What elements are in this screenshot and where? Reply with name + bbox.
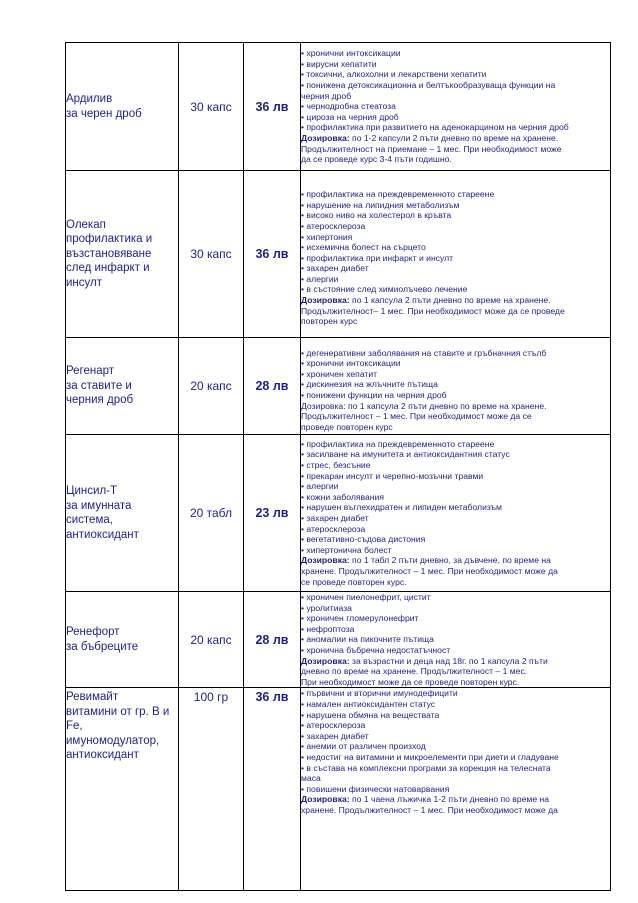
product-name-line: Ревимайт <box>66 691 119 704</box>
indication-item: • повишени физически натоварвания <box>301 783 450 794</box>
indication-item: • намален антиоксидантен статус <box>301 698 436 709</box>
indication-item: • профилактика при развитието на аденокарцином на черния дроб <box>301 122 569 133</box>
indication-item: • профилактика на преждевременното стареене <box>301 438 495 449</box>
dosage-text: по 1 капсула 2 пъти дневно по време на хранене. <box>349 295 551 306</box>
indication-item: • нефроптоза <box>301 623 355 634</box>
product-name <box>66 688 179 891</box>
product-price: 28 лв <box>244 338 301 435</box>
indication-item: • хронични интоксикации <box>301 358 401 369</box>
indication-item: • токсични, алкохолни и лекарствени хепатити <box>301 69 487 80</box>
dosage-text: по 1 табл 2 пъти дневно, за дъвчене, по време на <box>349 555 551 566</box>
product-description <box>301 688 611 891</box>
indication-item: • атеросклероза <box>301 720 366 731</box>
dosage-line <box>301 133 610 144</box>
indication-item: • хронични интоксикации <box>301 48 401 59</box>
indication-item: • алергии <box>301 481 339 492</box>
product-name-line: система, <box>66 514 113 526</box>
product-description <box>301 592 611 688</box>
dosage-line <box>301 555 610 566</box>
product-name-line: антиоксидант <box>66 749 139 762</box>
dosage-line <box>301 677 610 688</box>
product-price: 36 лв <box>244 688 301 891</box>
indication-item: • недостиг на витамини и микроелементи при диети и гладуване <box>301 751 559 762</box>
dosage-text: проведе повторен курс <box>301 421 393 432</box>
dosage-text: по 1 чаена лъжичка 1-2 пъти дневно по време на <box>349 794 550 805</box>
dosage-label: Дозировка: <box>301 555 350 566</box>
dosage-text: хранене. Продължителност – 1 мес. При необходимост може да <box>301 565 558 576</box>
indication-item: • дегенеративни заболявания на ставите и гръбначния стълб <box>301 347 547 358</box>
indication-item: • хроничен пиелонефрит, цистит <box>301 592 431 602</box>
indication-item: • захарен диабет <box>301 263 369 274</box>
indication-item: • понижени функции на черния дроб <box>301 390 447 400</box>
product-description <box>301 435 611 592</box>
product-description <box>301 338 611 435</box>
dosage-text: за възрастни и деца над 18г. по 1 капсула 2 пъти <box>349 655 548 666</box>
dosage-line <box>301 422 610 433</box>
indication-item: • захарен диабет <box>301 513 369 523</box>
product-name-line: след инфаркт и <box>66 262 150 275</box>
indication-item: • нарушена обмяна на веществата <box>301 709 440 720</box>
dosage-line <box>301 566 610 577</box>
product-quantity: 30 капс <box>179 171 244 338</box>
dosage-text: по 1-2 капсули 2 пъти дневно по време на хранене. <box>349 132 559 143</box>
dosage-line <box>301 144 610 155</box>
product-row <box>66 688 611 891</box>
indication-item: • атеросклероза <box>301 220 366 231</box>
product-row <box>66 43 611 171</box>
product-name-line: Регенарт <box>66 365 115 378</box>
product-name <box>66 338 179 435</box>
product-row <box>66 592 611 688</box>
products-table <box>65 42 611 891</box>
indication-item: • профилактика при инфаркт и инсулт <box>301 252 454 263</box>
product-quantity: 30 капс <box>179 43 244 171</box>
indication-item: • хипертонична болест <box>301 544 392 555</box>
product-name-line: черния дроб <box>66 394 134 407</box>
dosage-line <box>301 666 610 677</box>
product-price: 36 лв <box>244 43 301 171</box>
product-name-line: за черен дроб <box>66 107 142 120</box>
indication-item: • прекаран инсулт и черепно-мозъчни травми <box>301 470 484 481</box>
product-name-line: Ренефорт <box>66 626 120 639</box>
dosage-line <box>301 401 610 412</box>
dosage-line <box>301 805 610 816</box>
dosage-text: дневно по време на хранене. Продължителност – 1 мес. <box>301 666 528 677</box>
product-name-line: възстановяване <box>66 247 152 260</box>
product-name <box>66 592 179 688</box>
indication-item: • исхемична болест на сърцето <box>301 242 426 253</box>
indication-item: • атеросклероза <box>301 523 366 534</box>
product-quantity: 20 табл <box>179 435 244 592</box>
dosage-text: При необходимост може да се проведе повторен курс. <box>301 676 520 687</box>
indication-item: • профилактика на преждевременното стареене <box>301 189 495 200</box>
product-name-line: профилактика и <box>66 233 153 246</box>
dosage-line <box>301 316 610 327</box>
product-name-line: за бъбреците <box>66 640 139 653</box>
product-price: 23 лв <box>244 435 301 592</box>
indication-item: маса <box>301 773 321 784</box>
product-name-line: имуномодулатор, <box>66 734 160 747</box>
product-row <box>66 171 611 338</box>
dosage-line <box>301 656 610 667</box>
indication-item: • чернодробна стеатоза <box>301 101 396 112</box>
product-name-line: Fe, <box>66 720 83 733</box>
indication-item: • първични и вторични имунодефицити <box>301 688 458 699</box>
indication-item: • анемии от различен произход <box>301 741 426 752</box>
dosage-text: Продължителност на приемане – 1 мес. При необходимост може <box>301 143 562 154</box>
indication-item: • кожни заболявания <box>301 491 384 502</box>
product-name-line: инсулт <box>66 276 102 289</box>
dosage-line <box>301 306 610 317</box>
dosage-text: хранене. Продължителност – 1 мес. При необходимост може да <box>301 804 558 815</box>
dosage-text: Продължителност– 1 мес. При необходимост може да се проведе <box>301 305 565 316</box>
indication-item: • хроничен хепатит <box>301 368 378 379</box>
indication-item: • в състава на комплексни програми за корекция на телесната <box>301 762 551 773</box>
product-name <box>66 435 179 592</box>
product-price: 28 лв <box>244 592 301 688</box>
indication-item: • уролитиаза <box>301 602 352 613</box>
product-name <box>66 43 179 171</box>
indication-item: • дискинезия на жлъчните пътища <box>301 379 438 390</box>
indication-item: • хипертония <box>301 231 353 242</box>
product-name-line: за имунната <box>66 499 132 512</box>
product-name-line: витамини от гр. В и <box>66 705 170 718</box>
dosage-line <box>301 154 610 165</box>
indication-item: • хронична бъбречна недостатъчност <box>301 644 451 655</box>
indication-item: • хроничен гломерулонефрит <box>301 613 419 624</box>
indication-item: • високо ниво на холестерол в кръвта <box>301 210 452 221</box>
product-name-line: Ардилив <box>66 93 113 105</box>
dosage-line <box>301 577 610 588</box>
product-name-line: Цинсил-Т <box>66 485 118 497</box>
dosage-line <box>301 411 610 422</box>
product-name-line: Олекап <box>66 218 106 231</box>
indication-item: • нарушен въглехидратен и липиден метаболизъм <box>301 502 502 513</box>
indication-item: • захарен диабет <box>301 730 369 741</box>
dosage-label: Дозировка: <box>301 132 350 143</box>
product-quantity: 20 капс <box>179 338 244 435</box>
product-description <box>301 43 611 171</box>
product-row <box>66 338 611 435</box>
product-name-line: антиоксидант <box>66 528 139 541</box>
indication-item: • цироза на черния дроб <box>301 111 399 122</box>
indication-item: • понижена детоксикационна и белтъкообразуваща функции на <box>301 80 556 91</box>
dosage-label: Дозировка: <box>301 794 350 805</box>
indication-item: • алергии <box>301 273 339 284</box>
product-name-line: за ставите и <box>66 379 132 392</box>
indication-item: • стрес, безсъние <box>301 460 371 471</box>
indication-item: • в състояние след химиолъчево лечение <box>301 284 468 295</box>
dosage-line <box>301 794 610 805</box>
product-quantity: 100 гр <box>179 688 244 891</box>
dosage-label: Дозировка: <box>301 655 350 666</box>
dosage-line <box>301 295 610 306</box>
product-quantity: 20 капс <box>179 592 244 688</box>
dosage-text: да се проведе курс 3-4 пъти годишно. <box>301 154 452 165</box>
indication-item: • вегетативно-съдова дистония <box>301 534 426 545</box>
dosage-text: се проведе повторен курс. <box>301 576 407 587</box>
indication-item: черния дроб <box>301 90 352 101</box>
indication-item: • вирусни хепатити <box>301 58 377 69</box>
indication-item: • засилване на имунитета и антиоксидантния статус <box>301 449 510 460</box>
product-price: 36 лв <box>244 171 301 338</box>
dosage-label: Дозировка: <box>301 295 350 306</box>
dosage-text: повторен курс <box>301 316 358 327</box>
indication-item: • аномалии на пикочните пътища <box>301 634 434 645</box>
product-row <box>66 435 611 592</box>
product-name <box>66 171 179 338</box>
dosage-text: Дозировка: по 1 капсула 2 пъти дневно по време на хранене. <box>301 400 547 411</box>
product-description <box>301 171 611 338</box>
indication-item: • нарушение на липидния метаболизъм <box>301 199 460 210</box>
dosage-text: Продължителност – 1 мес. При необходимост може да се <box>301 411 532 422</box>
